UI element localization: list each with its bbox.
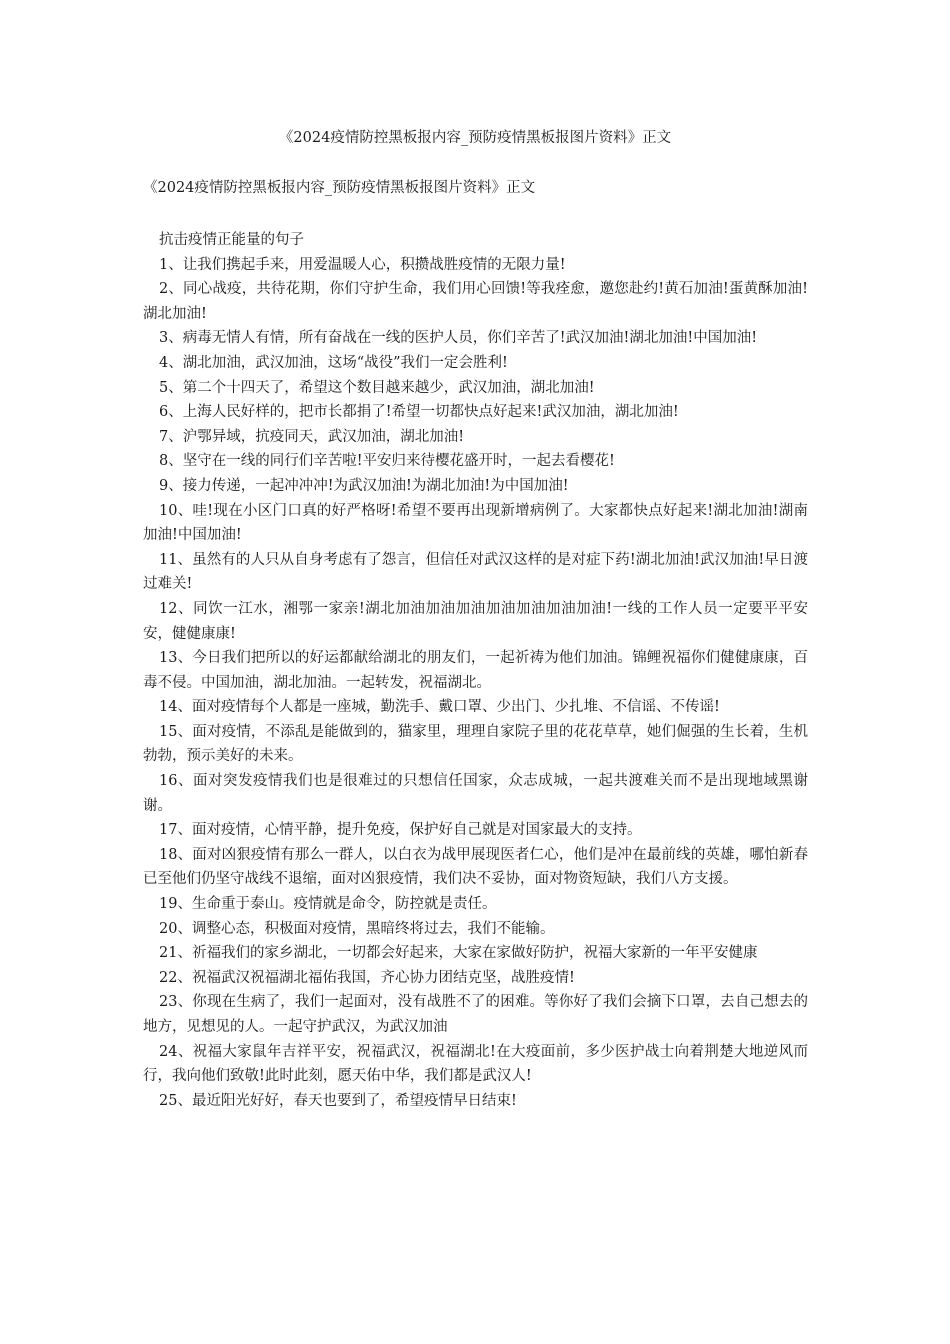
list-item: 25、最近阳光好好，春天也要到了，希望疫情早日结束! (159, 1092, 517, 1109)
list-item: 17、面对疫情，心情平静，提升免疫，保护好自己就是对国家最大的支持。 (159, 822, 642, 839)
list-item: 24、祝福大家鼠年吉祥平安，祝福武汉，祝福湖北!在大疫面前，多少医护战士向着荆楚大地逆风而行，我向他们致敬!此时此刻，愿天佑中华，我们都是武汉人! (143, 1043, 808, 1085)
list-item: 22、祝福武汉祝福湖北福佑我国，齐心协力团结克坚，战胜疫情! (159, 969, 575, 986)
list-item: 19、生命重于泰山。疫情就是命令，防控就是责任。 (159, 896, 497, 913)
list-item: 14、面对疫情每个人都是一座城，勤洗手、戴口罩、少出门、少扎堆、不信谣、不传谣! (159, 699, 720, 716)
list-item: 3、病毒无情人有情，所有奋战在一线的医护人员，你们辛苦了!武汉加油!湖北加油!中国加油! (159, 330, 758, 347)
document-title: 《2024疫情防控黑板报内容_预防疫情黑板报图片资料》正文 (278, 130, 672, 146)
list-item: 1、让我们携起手来，用爱温暖人心，积攒战胜疫情的无限力量! (159, 256, 566, 273)
list-item: 6、上海人民好样的，把市长都捐了!希望一切都快点好起来!武汉加油，湖北加油! (159, 404, 679, 421)
list-item: 10、哇!现在小区门口真的好严格呀!希望不要再出现新增病例了。大家都快点好起来!湖北加油!湖南加油!中国加油! (143, 502, 808, 544)
list-item: 16、面对突发疫情我们也是很难过的只想信任国家，众志成城，一起共渡难关而不是出现地域黑谢谢。 (143, 773, 808, 814)
list-item: 5、第二个十四天了，希望这个数目越来越少，武汉加油，湖北加油! (159, 379, 595, 396)
list-item: 18、面对凶狠疫情有那么一群人，以白衣为战甲展现医者仁心，他们是冲在最前线的英雄，哪怕新春已至他们仍坚守战线不退缩，面对凶狠疫情，我们决不妥协，面对物资短缺，我们八方支援。 (143, 846, 808, 888)
document-body (143, 228, 808, 1113)
list-item: 4、湖北加油，武汉加油，这场“战役”我们一定会胜利! (159, 354, 508, 371)
list-item: 20、调整心态，积极面对疫情，黑暗终将过去，我们不能输。 (159, 920, 555, 937)
list-item: 21、祈福我们的家乡湖北，一切都会好起来，大家在家做好防护，祝福大家新的一年平安健康 (159, 945, 758, 962)
list-item: 13、今日我们把所以的好运都献给湖北的朋友们，一起祈祷为他们加油。锦鲤祝福你们健健康康，百毒不侵。中国加油，湖北加油。一起转发，祝福湖北。 (143, 650, 808, 691)
list-item: 23、你现在生病了，我们一起面对，没有战胜不了的困难。等你好了我们会摘下口罩，去自己想去的地方，见想见的人。一起守护武汉，为武汉加油 (143, 994, 808, 1035)
document-subtitle: 《2024疫情防控黑板报内容_预防疫情黑板报图片资料》正文 (143, 180, 536, 196)
list-item: 2、同心战疫，共待花期，你们守护生命，我们用心回馈!等我痊愈，邀您赴约!黄石加油!蛋黄酥加油!湖北加油! (143, 281, 808, 322)
list-item: 11、虽然有的人只从自身考虑有了怨言，但信任对武汉这样的是对症下药!湖北加油!武汉加油!早日渡过难关! (143, 551, 808, 593)
section-heading: 抗击疫情正能量的句子 (159, 232, 304, 248)
list-item: 7、沪鄂异域，抗疫同天，武汉加油，湖北加油! (159, 428, 465, 445)
list-item: 15、面对疫情，不添乱是能做到的，猫家里，理理自家院子里的花花草草，她们倔强的生长着，生机勃勃，预示美好的未来。 (143, 723, 808, 765)
list-item: 9、接力传递，一起冲冲冲!为武汉加油!为湖北加油!为中国加油! (159, 477, 569, 494)
list-item: 8、坚守在一线的同行们辛苦啦!平安归来待樱花盛开时，一起去看樱花! (159, 453, 615, 470)
list-item: 12、同饮一江水，湘鄂一家亲!湖北加油加油加油加油加油加油加油!一线的工作人员一定要平平安安，健健康康! (143, 600, 808, 642)
